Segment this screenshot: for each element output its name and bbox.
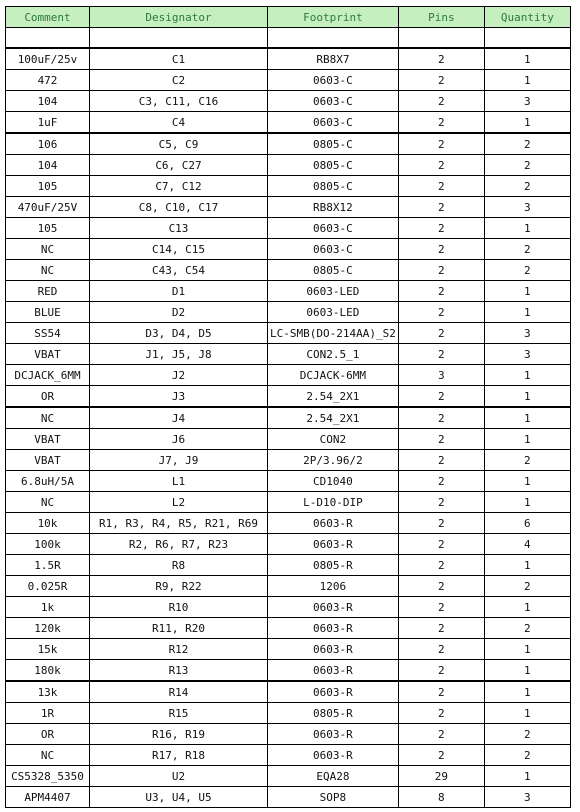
pins-cell: 2 bbox=[398, 681, 484, 703]
comment-cell: 15k bbox=[6, 639, 90, 660]
table-row bbox=[6, 407, 571, 429]
quantity-cell: 2 bbox=[484, 450, 570, 471]
comment-cell: RED bbox=[6, 281, 90, 302]
quantity-cell: 1 bbox=[484, 429, 570, 450]
table-row bbox=[6, 302, 571, 323]
pins-cell: 2 bbox=[398, 639, 484, 660]
footprint-cell: 0805-C bbox=[268, 155, 399, 176]
footprint-cell: 1206 bbox=[268, 576, 399, 597]
pins-cell: 2 bbox=[398, 660, 484, 682]
quantity-cell: 3 bbox=[484, 91, 570, 112]
quantity-cell: 1 bbox=[484, 703, 570, 724]
comment-cell bbox=[6, 28, 90, 49]
quantity-cell: 2 bbox=[484, 724, 570, 745]
footprint-cell: 0603-C bbox=[268, 70, 399, 91]
table-row bbox=[6, 323, 571, 344]
table-row bbox=[6, 660, 571, 682]
pins-cell: 2 bbox=[398, 218, 484, 239]
quantity-cell: 1 bbox=[484, 407, 570, 429]
designator-cell: C4 bbox=[90, 112, 268, 134]
comment-cell: 1.5R bbox=[6, 555, 90, 576]
footprint-cell: 0603-C bbox=[268, 239, 399, 260]
footprint-cell: 0603-R bbox=[268, 639, 399, 660]
pins-cell: 2 bbox=[398, 48, 484, 70]
pins-cell: 2 bbox=[398, 302, 484, 323]
designator-cell: C3, C11, C16 bbox=[90, 91, 268, 112]
designator-cell: C2 bbox=[90, 70, 268, 91]
quantity-cell: 3 bbox=[484, 344, 570, 365]
quantity-cell: 2 bbox=[484, 176, 570, 197]
designator-cell: L1 bbox=[90, 471, 268, 492]
footprint-cell: 0603-R bbox=[268, 618, 399, 639]
comment-cell: 10k bbox=[6, 513, 90, 534]
quantity-cell: 1 bbox=[484, 766, 570, 787]
designator-cell: D2 bbox=[90, 302, 268, 323]
footprint-cell: 0603-C bbox=[268, 218, 399, 239]
quantity-cell: 1 bbox=[484, 555, 570, 576]
table-row bbox=[6, 534, 571, 555]
designator-cell: J1, J5, J8 bbox=[90, 344, 268, 365]
footprint-cell: 0805-R bbox=[268, 555, 399, 576]
pins-cell: 2 bbox=[398, 724, 484, 745]
table-row bbox=[6, 344, 571, 365]
comment-cell: 104 bbox=[6, 155, 90, 176]
designator-cell: J6 bbox=[90, 429, 268, 450]
pins-cell: 2 bbox=[398, 703, 484, 724]
comment-cell: 1R bbox=[6, 703, 90, 724]
quantity-cell: 2 bbox=[484, 618, 570, 639]
designator-cell: C8, C10, C17 bbox=[90, 197, 268, 218]
table-row bbox=[6, 597, 571, 618]
designator-cell: L2 bbox=[90, 492, 268, 513]
header-row bbox=[6, 7, 571, 28]
table-row bbox=[6, 70, 571, 91]
designator-cell: R15 bbox=[90, 703, 268, 724]
pins-cell: 2 bbox=[398, 176, 484, 197]
footprint-cell: 0603-R bbox=[268, 681, 399, 703]
footprint-cell: EQA28 bbox=[268, 766, 399, 787]
quantity-cell bbox=[484, 28, 570, 49]
pins-cell: 2 bbox=[398, 745, 484, 766]
table-row bbox=[6, 239, 571, 260]
designator-cell: R16, R19 bbox=[90, 724, 268, 745]
pins-cell: 2 bbox=[398, 112, 484, 134]
designator-cell: R1, R3, R4, R5, R21, R69 bbox=[90, 513, 268, 534]
quantity-cell: 1 bbox=[484, 386, 570, 408]
comment-cell: BLUE bbox=[6, 302, 90, 323]
quantity-cell: 6 bbox=[484, 513, 570, 534]
designator-cell: U3, U4, U5 bbox=[90, 787, 268, 808]
comment-cell: NC bbox=[6, 260, 90, 281]
footprint-cell: RB8X12 bbox=[268, 197, 399, 218]
quantity-cell: 2 bbox=[484, 576, 570, 597]
table-row bbox=[6, 260, 571, 281]
pins-cell: 2 bbox=[398, 576, 484, 597]
table-row bbox=[6, 386, 571, 408]
pins-cell: 2 bbox=[398, 155, 484, 176]
table-row bbox=[6, 450, 571, 471]
table-row bbox=[6, 429, 571, 450]
table-row bbox=[6, 133, 571, 155]
footprint-cell: 2.54_2X1 bbox=[268, 407, 399, 429]
comment-cell: 106 bbox=[6, 133, 90, 155]
footprint-cell: 0603-R bbox=[268, 660, 399, 682]
quantity-cell: 1 bbox=[484, 112, 570, 134]
comment-cell: APM4407 bbox=[6, 787, 90, 808]
comment-cell: 100k bbox=[6, 534, 90, 555]
comment-cell: NC bbox=[6, 239, 90, 260]
comment-cell: 105 bbox=[6, 218, 90, 239]
footprint-cell: 0603-R bbox=[268, 745, 399, 766]
footprint-cell: 0603-R bbox=[268, 724, 399, 745]
footprint-cell: CON2 bbox=[268, 429, 399, 450]
pins-cell: 29 bbox=[398, 766, 484, 787]
quantity-cell: 1 bbox=[484, 48, 570, 70]
footprint-cell: 0603-LED bbox=[268, 281, 399, 302]
pins-cell: 2 bbox=[398, 471, 484, 492]
quantity-cell: 1 bbox=[484, 218, 570, 239]
table-row bbox=[6, 724, 571, 745]
quantity-cell: 2 bbox=[484, 260, 570, 281]
comment-cell: 1k bbox=[6, 597, 90, 618]
footprint-cell: 0805-C bbox=[268, 133, 399, 155]
designator-cell: J7, J9 bbox=[90, 450, 268, 471]
quantity-cell: 1 bbox=[484, 302, 570, 323]
footprint-cell: L-D10-DIP bbox=[268, 492, 399, 513]
comment-cell: 472 bbox=[6, 70, 90, 91]
column-header-footprint: Footprint bbox=[268, 7, 399, 28]
pins-cell bbox=[398, 28, 484, 49]
comment-cell: 6.8uH/5A bbox=[6, 471, 90, 492]
designator-cell: J3 bbox=[90, 386, 268, 408]
comment-cell: VBAT bbox=[6, 450, 90, 471]
table-row bbox=[6, 766, 571, 787]
footprint-cell: CON2.5_1 bbox=[268, 344, 399, 365]
comment-cell: 105 bbox=[6, 176, 90, 197]
table-body bbox=[6, 28, 571, 808]
quantity-cell: 3 bbox=[484, 323, 570, 344]
pins-cell: 2 bbox=[398, 239, 484, 260]
comment-cell: SS54 bbox=[6, 323, 90, 344]
designator-cell: R11, R20 bbox=[90, 618, 268, 639]
footprint-cell: 0603-C bbox=[268, 112, 399, 134]
table-row bbox=[6, 197, 571, 218]
quantity-cell: 1 bbox=[484, 70, 570, 91]
quantity-cell: 1 bbox=[484, 492, 570, 513]
comment-cell: NC bbox=[6, 745, 90, 766]
footprint-cell: 2.54_2X1 bbox=[268, 386, 399, 408]
quantity-cell: 1 bbox=[484, 681, 570, 703]
pins-cell: 2 bbox=[398, 344, 484, 365]
footprint-cell: 0805-R bbox=[268, 703, 399, 724]
footprint-cell: SOP8 bbox=[268, 787, 399, 808]
table-row bbox=[6, 91, 571, 112]
footprint-cell: CD1040 bbox=[268, 471, 399, 492]
comment-cell: 180k bbox=[6, 660, 90, 682]
footprint-cell: 0603-R bbox=[268, 513, 399, 534]
pins-cell: 2 bbox=[398, 133, 484, 155]
column-header-designator: Designator bbox=[90, 7, 268, 28]
designator-cell: J4 bbox=[90, 407, 268, 429]
designator-cell: C6, C27 bbox=[90, 155, 268, 176]
pins-cell: 2 bbox=[398, 70, 484, 91]
quantity-cell: 3 bbox=[484, 787, 570, 808]
footprint-cell: 0805-C bbox=[268, 176, 399, 197]
footprint-cell: 0603-R bbox=[268, 597, 399, 618]
pins-cell: 2 bbox=[398, 197, 484, 218]
designator-cell: R9, R22 bbox=[90, 576, 268, 597]
comment-cell: 13k bbox=[6, 681, 90, 703]
column-header-quantity: Quantity bbox=[484, 7, 570, 28]
table-row bbox=[6, 365, 571, 386]
footprint-cell: 0603-LED bbox=[268, 302, 399, 323]
table-row bbox=[6, 48, 571, 70]
designator-cell: C43, C54 bbox=[90, 260, 268, 281]
quantity-cell: 1 bbox=[484, 597, 570, 618]
designator-cell: R12 bbox=[90, 639, 268, 660]
designator-cell: R10 bbox=[90, 597, 268, 618]
quantity-cell: 2 bbox=[484, 133, 570, 155]
designator-cell: C7, C12 bbox=[90, 176, 268, 197]
designator-cell: J2 bbox=[90, 365, 268, 386]
comment-cell: NC bbox=[6, 492, 90, 513]
designator-cell: R14 bbox=[90, 681, 268, 703]
table-row bbox=[6, 492, 571, 513]
blank-row bbox=[6, 28, 571, 49]
footprint-cell: RB8X7 bbox=[268, 48, 399, 70]
pins-cell: 2 bbox=[398, 492, 484, 513]
designator-cell: R13 bbox=[90, 660, 268, 682]
table-row bbox=[6, 703, 571, 724]
column-header-pins: Pins bbox=[398, 7, 484, 28]
pins-cell: 3 bbox=[398, 365, 484, 386]
table-row bbox=[6, 618, 571, 639]
table-header bbox=[6, 7, 571, 28]
designator-cell: U2 bbox=[90, 766, 268, 787]
comment-cell: OR bbox=[6, 724, 90, 745]
footprint-cell bbox=[268, 28, 399, 49]
comment-cell: 100uF/25v bbox=[6, 48, 90, 70]
pins-cell: 2 bbox=[398, 534, 484, 555]
quantity-cell: 1 bbox=[484, 660, 570, 682]
footprint-cell: 0603-C bbox=[268, 91, 399, 112]
comment-cell: VBAT bbox=[6, 429, 90, 450]
table-row bbox=[6, 155, 571, 176]
comment-cell: 470uF/25V bbox=[6, 197, 90, 218]
quantity-cell: 3 bbox=[484, 197, 570, 218]
table-row bbox=[6, 681, 571, 703]
designator-cell: D3, D4, D5 bbox=[90, 323, 268, 344]
pins-cell: 2 bbox=[398, 281, 484, 302]
table-row bbox=[6, 112, 571, 134]
table-row bbox=[6, 281, 571, 302]
bom-table bbox=[5, 6, 571, 808]
comment-cell: OR bbox=[6, 386, 90, 408]
designator-cell: C13 bbox=[90, 218, 268, 239]
pins-cell: 2 bbox=[398, 407, 484, 429]
pins-cell: 2 bbox=[398, 450, 484, 471]
comment-cell: 1uF bbox=[6, 112, 90, 134]
designator-cell bbox=[90, 28, 268, 49]
quantity-cell: 2 bbox=[484, 155, 570, 176]
quantity-cell: 4 bbox=[484, 534, 570, 555]
table-row bbox=[6, 218, 571, 239]
pins-cell: 2 bbox=[398, 91, 484, 112]
pins-cell: 2 bbox=[398, 597, 484, 618]
pins-cell: 8 bbox=[398, 787, 484, 808]
designator-cell: C1 bbox=[90, 48, 268, 70]
designator-cell: R2, R6, R7, R23 bbox=[90, 534, 268, 555]
quantity-cell: 1 bbox=[484, 639, 570, 660]
table-row bbox=[6, 745, 571, 766]
comment-cell: 120k bbox=[6, 618, 90, 639]
column-header-comment: Comment bbox=[6, 7, 90, 28]
pins-cell: 2 bbox=[398, 323, 484, 344]
designator-cell: C14, C15 bbox=[90, 239, 268, 260]
footprint-cell: LC-SMB(DO-214AA)_S2 bbox=[268, 323, 399, 344]
designator-cell: C5, C9 bbox=[90, 133, 268, 155]
table-row bbox=[6, 639, 571, 660]
pins-cell: 2 bbox=[398, 429, 484, 450]
designator-cell: R8 bbox=[90, 555, 268, 576]
table-row bbox=[6, 555, 571, 576]
quantity-cell: 1 bbox=[484, 281, 570, 302]
comment-cell: 104 bbox=[6, 91, 90, 112]
designator-cell: D1 bbox=[90, 281, 268, 302]
pins-cell: 2 bbox=[398, 513, 484, 534]
footprint-cell: 0805-C bbox=[268, 260, 399, 281]
pins-cell: 2 bbox=[398, 555, 484, 576]
quantity-cell: 2 bbox=[484, 745, 570, 766]
footprint-cell: DCJACK-6MM bbox=[268, 365, 399, 386]
comment-cell: 0.025R bbox=[6, 576, 90, 597]
comment-cell: DCJACK_6MM bbox=[6, 365, 90, 386]
footprint-cell: 0603-R bbox=[268, 534, 399, 555]
comment-cell: VBAT bbox=[6, 344, 90, 365]
table-row bbox=[6, 513, 571, 534]
quantity-cell: 1 bbox=[484, 471, 570, 492]
quantity-cell: 2 bbox=[484, 239, 570, 260]
table-row bbox=[6, 787, 571, 808]
pins-cell: 2 bbox=[398, 618, 484, 639]
comment-cell: CS5328_5350 bbox=[6, 766, 90, 787]
pins-cell: 2 bbox=[398, 386, 484, 408]
pins-cell: 2 bbox=[398, 260, 484, 281]
designator-cell: R17, R18 bbox=[90, 745, 268, 766]
table-row bbox=[6, 576, 571, 597]
footprint-cell: 2P/3.96/2 bbox=[268, 450, 399, 471]
table-row bbox=[6, 471, 571, 492]
table-row bbox=[6, 176, 571, 197]
quantity-cell: 1 bbox=[484, 365, 570, 386]
comment-cell: NC bbox=[6, 407, 90, 429]
